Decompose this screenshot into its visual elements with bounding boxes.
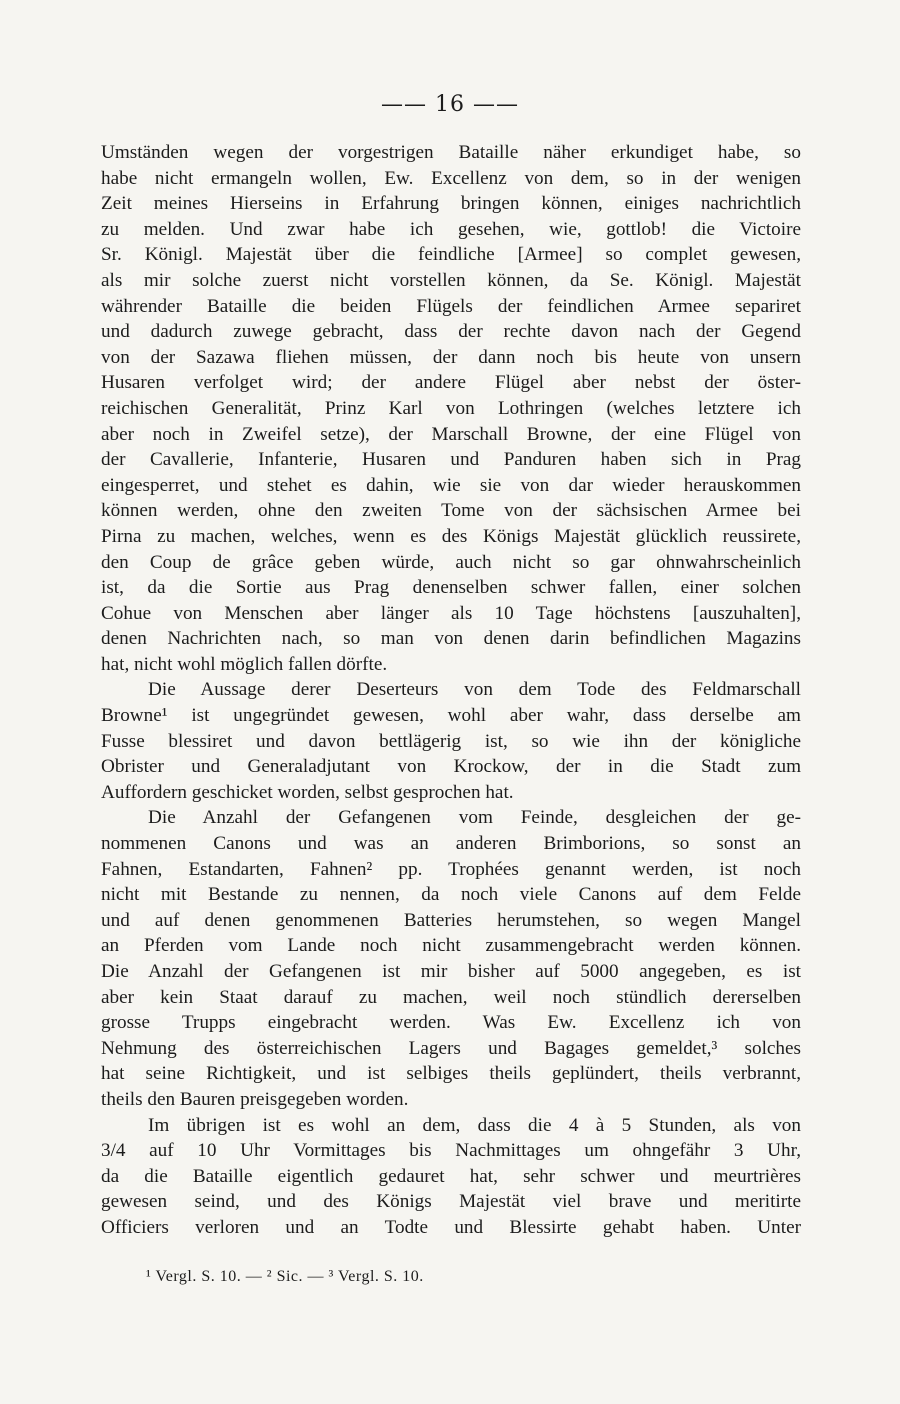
- text-line: reichischen Generalität, Prinz Karl von Lothringen (welches letztere ich: [101, 397, 801, 419]
- text-line: Im übrigen ist es wohl an dem, dass die 4 à 5 Stunden, als von: [148, 1114, 801, 1136]
- text-line: denen Nachrichten nach, so man von denen darin befindlichen Magazins: [101, 628, 801, 650]
- text-line: Cohue von Menschen aber länger als 10 Tage höchstens [auszuhalten],: [101, 602, 801, 624]
- text-line: können werden, ohne den zweiten Tome von der sächsischen Armee bei: [101, 500, 801, 522]
- text-line: Pirna zu machen, welches, wenn es des Königs Majestät glücklich reussirete,: [101, 525, 801, 547]
- page-number: —— 16 ——: [381, 92, 519, 117]
- text-line: aber noch in Zweifel setze), der Marschall Browne, der eine Flügel von: [101, 423, 801, 445]
- text-line: grosse Trupps eingebracht werden. Was Ew. Excellenz ich von: [101, 1012, 801, 1034]
- text-line: Die Anzahl der Gefangenen ist mir bisher auf 5000 angegeben, es ist: [101, 961, 801, 982]
- text-line: von der Sazawa fliehen müssen, der dann noch bis heute von unsern: [101, 346, 801, 368]
- paragraph: [101, 1113, 801, 1241]
- text-line: den Coup de grâce geben würde, auch nicht so gar ohnwahrscheinlich: [101, 551, 801, 573]
- paragraph: [101, 805, 801, 1112]
- text-line: Zeit meines Hierseins in Erfahrung bringen können, einiges nachrichtlich: [101, 193, 801, 215]
- text-line: und auf denen genommenen Batteries herumstehen, so wegen Mangel: [101, 909, 801, 931]
- text-line: Auffordern geschicket worden, selbst gesprochen hat.: [101, 781, 514, 803]
- body-text: [101, 140, 801, 1241]
- text-line: 3/4 auf 10 Uhr Vormittages bis Nachmittages um ohngefähr 3 Uhr,: [101, 1140, 801, 1162]
- text-line: hat, nicht wohl möglich fallen dörfte.: [101, 653, 388, 675]
- text-line: währender Bataille die beiden Flügels der feindlichen Armee separiret: [101, 295, 801, 317]
- text-line: hat seine Richtigkeit, und ist selbiges theils geplündert, theils verbrannt,: [101, 1063, 801, 1085]
- text-line: Die Anzahl der Gefangenen vom Feinde, desgleichen der ge-: [148, 807, 801, 829]
- text-line: aber kein Staat darauf zu machen, weil noch stündlich dererselben: [101, 986, 801, 1008]
- text-line: ist, da die Sortie aus Prag denenselben schwer fallen, einer solchen: [101, 577, 801, 599]
- text-line: theils den Bauren preisgegeben worden.: [101, 1088, 409, 1110]
- text-line: als mir solche zuerst nicht vorstellen können, da Se. Königl. Majestät: [101, 269, 801, 291]
- text-line: Die Aussage derer Deserteurs von dem Tode des Feldmarschall: [148, 679, 801, 701]
- text-line: Umständen wegen der vorgestrigen Bataille näher erkundiget habe, so: [101, 142, 801, 163]
- text-line: habe nicht ermangeln wollen, Ew. Excellenz von dem, so in der wenigen: [101, 167, 801, 189]
- text-line: nicht mit Bestande zu nennen, da noch viele Canons auf dem Felde: [101, 884, 801, 906]
- footnotes: ¹ Vergl. S. 10. — ² Sic. — ³ Vergl. S. 10.: [146, 1268, 424, 1285]
- text-line: an Pferden vom Lande noch nicht zusammengebracht werden können.: [101, 935, 801, 957]
- text-line: nommenen Canons und was an anderen Brimborions, so sonst an: [101, 833, 801, 855]
- text-line: und dadurch zuwege gebracht, dass der rechte davon nach der Gegend: [101, 321, 801, 343]
- paragraph: [101, 677, 801, 805]
- text-line: Officiers verloren und an Todte und Blessirte gehabt haben. Unter: [101, 1216, 801, 1238]
- text-line: zu melden. Und zwar habe ich gesehen, wie, gottlob! die Victoire: [101, 218, 801, 240]
- text-line: Nehmung des österreichischen Lagers und Bagages gemeldet,³ solches: [101, 1037, 801, 1059]
- text-line: gewesen seind, und des Königs Majestät viel brave und meritirte: [101, 1191, 801, 1213]
- text-line: Husaren verfolget wird; der andere Flügel aber nebst der öster-: [101, 372, 801, 394]
- text-line: eingesperret, und stehet es dahin, wie sie von dar wieder herauskommen: [101, 474, 801, 496]
- text-line: Obrister und Generaladjutant von Krockow, der in die Stadt zum: [101, 756, 801, 778]
- paragraph: [101, 140, 801, 677]
- text-line: da die Bataille eigentlich gedauret hat, sehr schwer und meurtrières: [101, 1165, 801, 1187]
- text-line: der Cavallerie, Infanterie, Husaren und Panduren haben sich in Prag: [101, 449, 801, 471]
- text-line: Sr. Königl. Majestät über die feindliche [Armee] so complet gewesen,: [101, 244, 801, 266]
- text-line: Fusse blessiret und davon bettlägerig ist, so wie ihn der königliche: [101, 730, 801, 752]
- text-line: Browne¹ ist ungegründet gewesen, wohl aber wahr, dass derselbe am: [101, 705, 801, 727]
- text-line: Fahnen, Estandarten, Fahnen² pp. Trophées genannt werden, ist noch: [101, 858, 801, 880]
